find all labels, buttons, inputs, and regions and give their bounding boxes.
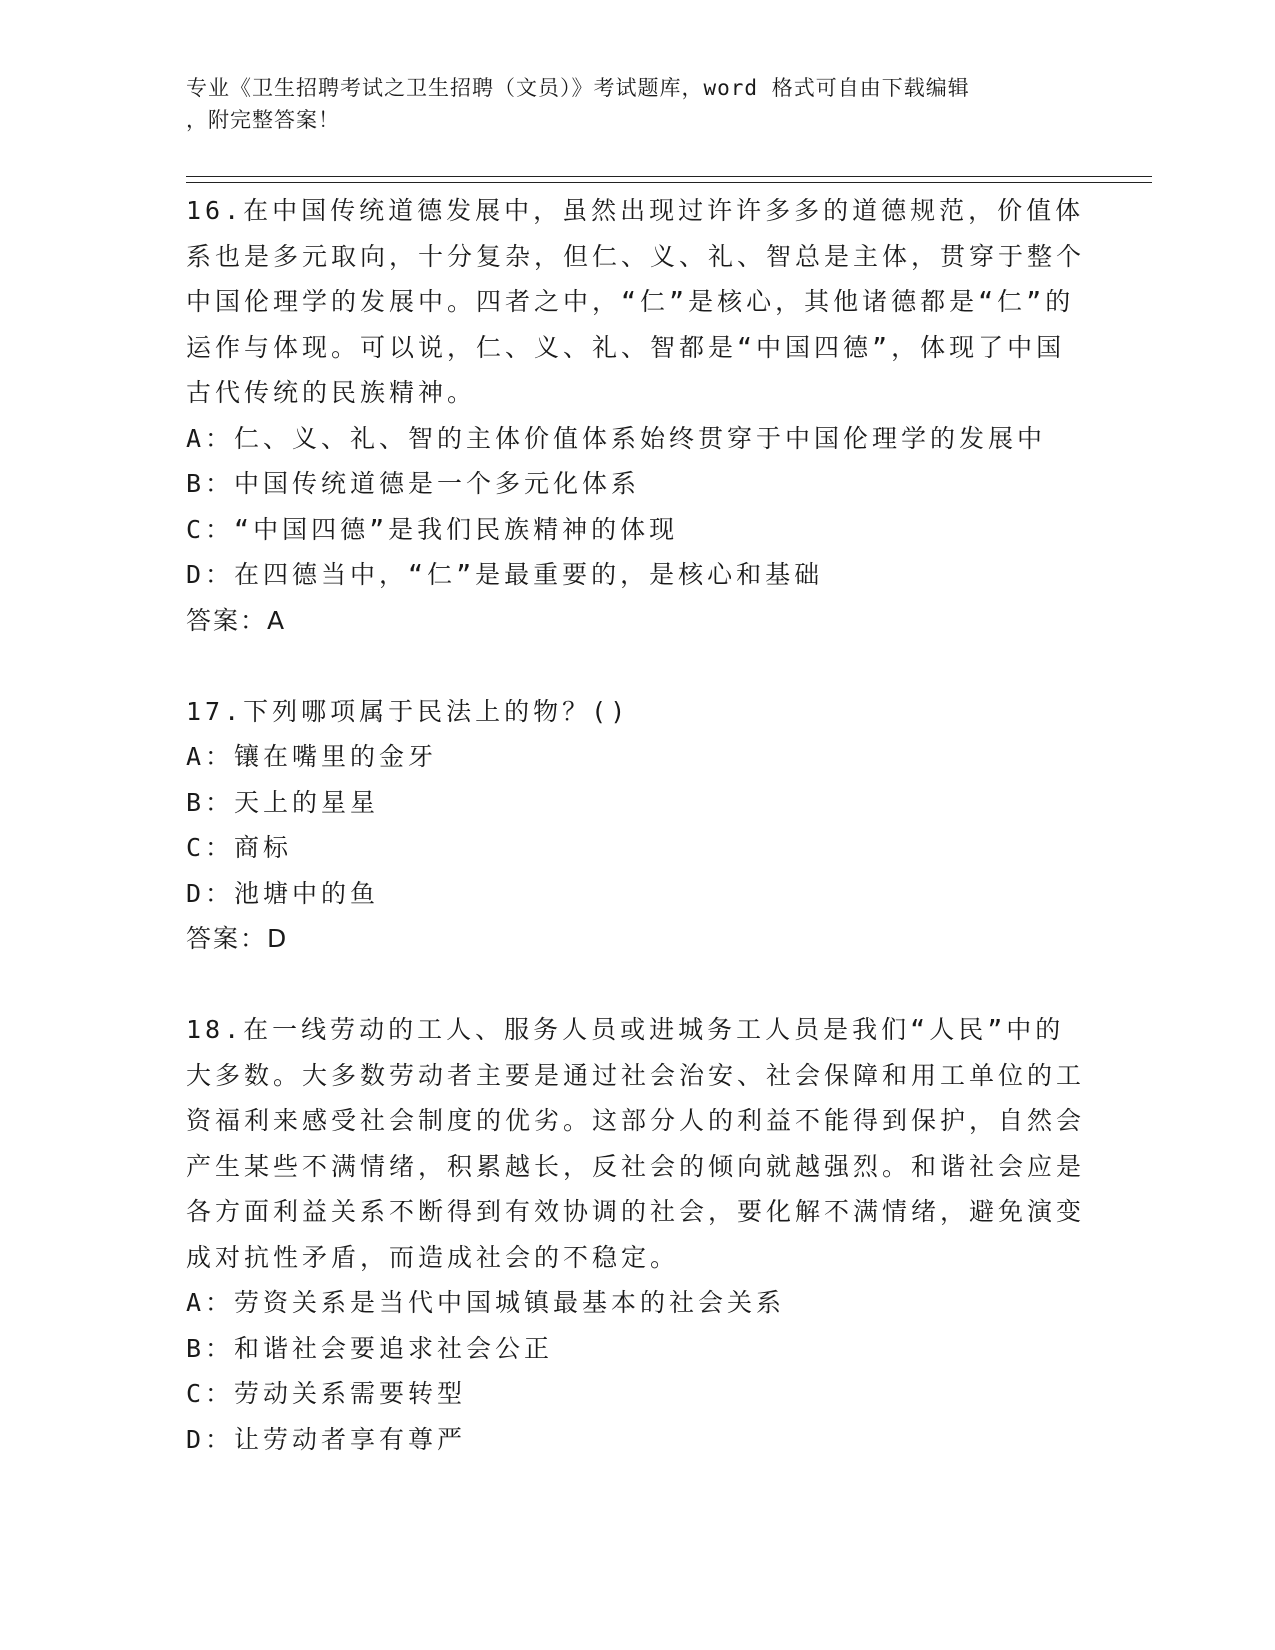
header-line-1: 专业《卫生招聘考试之卫生招聘（文员）》考试题库，word 格式可自由下载编辑 bbox=[186, 76, 970, 100]
question-text: 16.在中国传统道德发展中，虽然出现过许许多多的道德规范，价值体系也是多元取向，十分复杂，但仁、义、礼、智总是主体，贯穿于整个中国伦理学的发展中。四者之中，“仁”是核心，其他诸德都是“仁”的运作与体现。可以说，仁、义、礼、智都是“中国四德”，体现了中国古代传统的民族精神。 bbox=[186, 196, 1086, 407]
header-divider-top bbox=[186, 176, 1152, 177]
option-c: C：商标 bbox=[186, 833, 293, 862]
option-d: D：在四德当中，“仁”是最重要的，是核心和基础 bbox=[186, 560, 824, 589]
option-a: A：镶在嘴里的金牙 bbox=[186, 742, 438, 771]
document-header bbox=[186, 72, 1066, 136]
option-b: B：和谐社会要追求社会公正 bbox=[186, 1333, 554, 1363]
header-line-2: ，附完整答案！ bbox=[186, 108, 340, 132]
question-18 bbox=[186, 1007, 1086, 1462]
option-b: B：天上的星星 bbox=[186, 787, 380, 817]
question-spacer bbox=[186, 962, 1086, 1008]
question-text: 17.下列哪项属于民法上的物？() bbox=[186, 696, 630, 726]
answer-label: 答案：A bbox=[186, 605, 287, 635]
answer-label: 答案：D bbox=[186, 924, 289, 953]
question-list bbox=[186, 188, 1086, 1462]
option-d: D：让劳动者享有尊严 bbox=[186, 1424, 467, 1454]
option-b: B：中国传统道德是一个多元化体系 bbox=[186, 469, 641, 498]
option-a: A：仁、义、礼、智的主体价值体系始终贯穿于中国伦理学的发展中 bbox=[186, 423, 1047, 453]
header-divider-bottom bbox=[186, 182, 1152, 183]
question-spacer bbox=[186, 643, 1086, 689]
question-17 bbox=[186, 689, 1086, 962]
option-d: D：池塘中的鱼 bbox=[186, 878, 380, 908]
option-c: C：“中国四德”是我们民族精神的体现 bbox=[186, 514, 679, 544]
option-c: C：劳动关系需要转型 bbox=[186, 1379, 467, 1408]
question-16 bbox=[186, 188, 1086, 643]
question-text: 18.在一线劳动的工人、服务人员或进城务工人员是我们“人民”中的大多数。大多数劳动者主要是通过社会治安、社会保障和用工单位的工资福利来感受社会制度的优劣。这部分人的利益不能得到保护，自然会产生某些不满情绪，积累越长，反社会的倾向就越强烈。和谐社会应是各方面利益关系不断得到有效协调的社会，要化解不满情绪，避免演变成对抗性矛盾，而造成社会的不稳定。 bbox=[186, 1015, 1086, 1272]
option-a: A：劳资关系是当代中国城镇最基本的社会关系 bbox=[186, 1288, 786, 1317]
